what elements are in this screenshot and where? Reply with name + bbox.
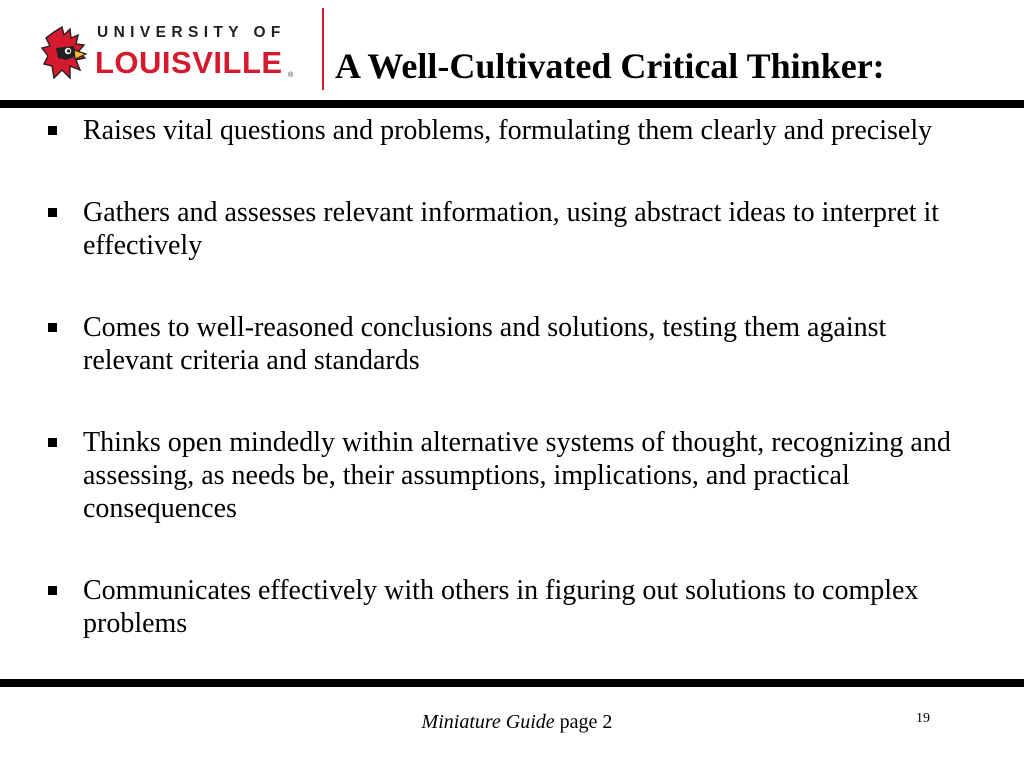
footer-source-page: page 2 — [554, 711, 613, 733]
bullet-item — [0, 114, 963, 147]
square-bullet-icon — [48, 126, 57, 135]
bullet-text: Communicates effectively with others in figuring out solutions to complex problems — [83, 575, 919, 639]
bullet-item — [0, 311, 963, 377]
top-rule — [0, 100, 1024, 108]
bullet-text: Comes to well-reasoned conclusions and solutions, testing them against relevant criteria and standards — [83, 312, 887, 376]
cardinal-bird-icon — [40, 26, 90, 82]
logo-registered-mark: ® — [288, 72, 294, 79]
header-divider — [322, 8, 324, 90]
university-logo — [40, 24, 302, 86]
bullet-text: Gathers and assesses relevant information, using abstract ideas to interpret it effectively — [83, 197, 940, 261]
footer-source-title: Miniature Guide — [421, 711, 555, 733]
bullet-item — [0, 196, 963, 262]
bottom-rule — [0, 679, 1024, 687]
square-bullet-icon — [48, 323, 57, 332]
logo-louisville: LOUISVILLE — [95, 45, 283, 80]
square-bullet-icon — [48, 438, 57, 447]
bullet-list — [0, 114, 1024, 689]
slide-title: A Well-Cultivated Critical Thinker: — [335, 46, 885, 86]
square-bullet-icon — [48, 586, 57, 595]
bullet-item — [0, 574, 963, 640]
bullet-text: Raises vital questions and problems, formulating them clearly and precisely — [83, 115, 933, 146]
footer-source — [0, 710, 1024, 734]
bullet-text: Thinks open mindedly within alternative systems of thought, recognizing and assessing, as needs be, their assumptions, implications, and practical consequences — [83, 427, 951, 524]
bullet-item — [0, 426, 963, 525]
square-bullet-icon — [48, 208, 57, 217]
slide-number: 19 — [916, 711, 930, 726]
logo-university-of: UNIVERSITY OF — [97, 24, 286, 41]
